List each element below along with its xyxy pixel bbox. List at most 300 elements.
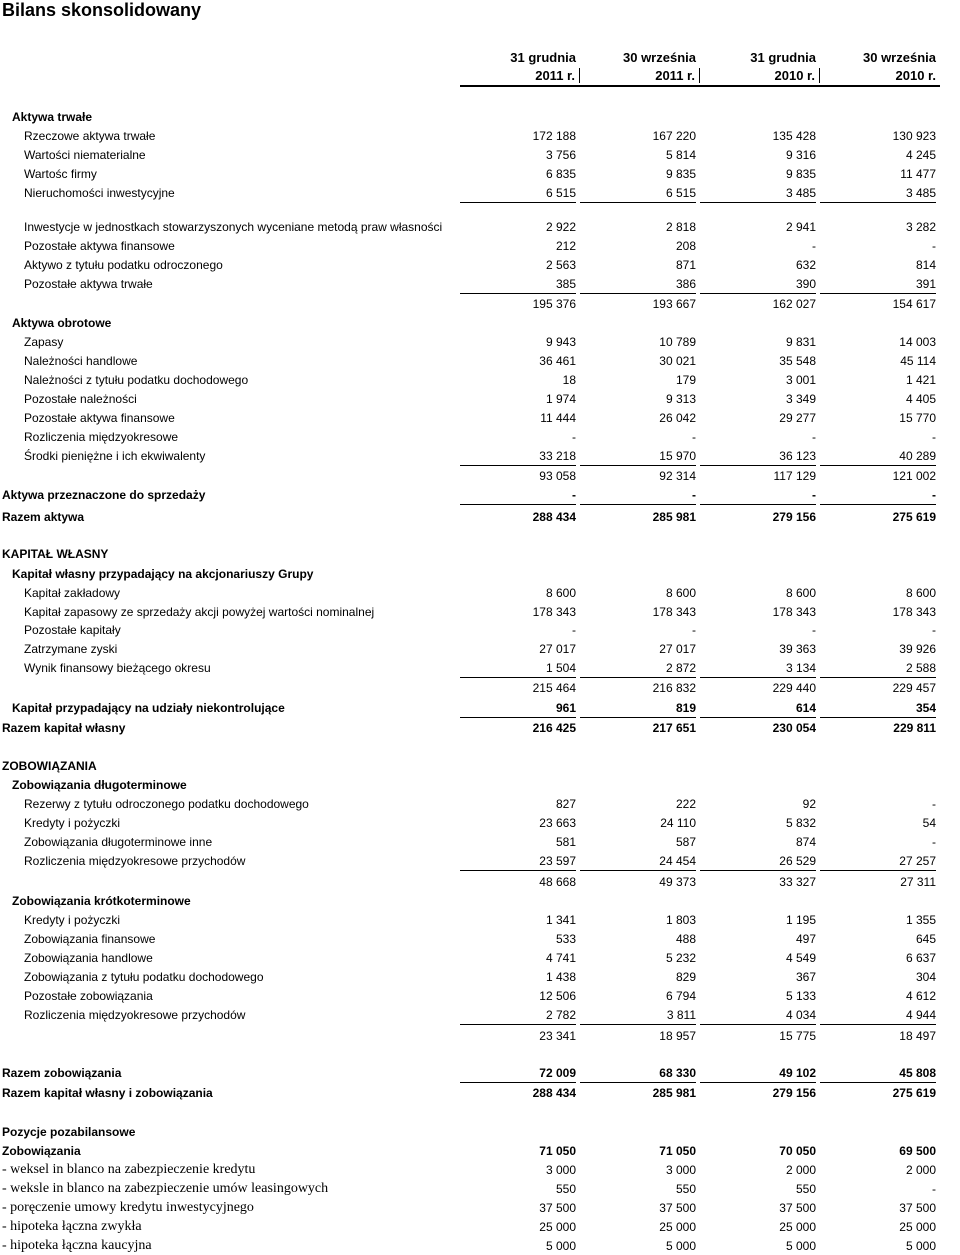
table-row — [0, 1161, 940, 1179]
row-value: 92 — [802, 797, 816, 811]
row-value: 8 600 — [665, 586, 696, 600]
row-value: 4 405 — [905, 392, 936, 406]
row-value: 5 000 — [785, 1239, 816, 1253]
row-value: 25 000 — [659, 1220, 696, 1234]
row-value: 5 133 — [785, 989, 816, 1003]
section-heading — [0, 545, 940, 563]
row-value: 15 775 — [779, 1029, 816, 1043]
row-value: - — [932, 239, 936, 253]
row-value: 304 — [915, 970, 936, 984]
row-value: 2 000 — [785, 1163, 816, 1177]
table-row — [0, 1084, 940, 1102]
row-value: 5 000 — [905, 1239, 936, 1253]
row-label: Pozostałe aktywa finansowe — [24, 239, 175, 253]
row-value: 533 — [555, 932, 576, 946]
table-row — [0, 621, 940, 639]
row-value: 386 — [580, 275, 696, 294]
row-value: 54 — [922, 816, 936, 830]
row-label: Należności handlowe — [24, 354, 138, 368]
row-value: 18 497 — [899, 1029, 936, 1043]
row-value: 6 637 — [905, 951, 936, 965]
row-value: 1 341 — [545, 913, 576, 927]
table-row — [0, 486, 940, 504]
table-row — [0, 467, 940, 485]
row-value: 45 808 — [820, 1064, 936, 1083]
row-value: 1 504 — [460, 659, 576, 678]
row-value: 6 515 — [460, 184, 576, 203]
row-value: 178 343 — [772, 605, 816, 619]
row-value: 162 027 — [772, 297, 816, 311]
row-label: Pozostałe aktywa trwałe — [24, 277, 153, 291]
row-value: - — [692, 430, 696, 444]
row-value: 275 619 — [892, 510, 936, 524]
row-value: 25 000 — [539, 1220, 576, 1234]
row-value: 279 156 — [772, 510, 816, 524]
row-value: 37 500 — [779, 1201, 816, 1215]
row-label: Środki pieniężne i ich ekwiwalenty — [24, 449, 206, 463]
row-value: - — [572, 623, 576, 637]
row-label: Aktywa przeznaczone do sprzedaży — [2, 488, 206, 502]
table-row — [0, 371, 940, 389]
row-value: 167 220 — [652, 129, 696, 143]
row-value: 29 277 — [779, 411, 816, 425]
row-value: 33 327 — [779, 875, 816, 889]
row-label: Zobowiązania krótkoterminowe — [12, 894, 191, 908]
table-row — [0, 1142, 940, 1160]
row-value: 285 981 — [652, 510, 696, 524]
row-label: Inwestycje w jednostkach stowarzyszonych wyceniane metodą praw własności — [24, 220, 443, 234]
row-label: Wartośc firmy — [24, 167, 97, 181]
row-label: Razem zobowiązania — [2, 1066, 122, 1080]
row-value: 26 529 — [700, 852, 816, 871]
row-value: 4 612 — [905, 989, 936, 1003]
row-label: Rozliczenia międzyokresowe przychodów — [24, 1008, 246, 1022]
row-value: 27 017 — [539, 642, 576, 656]
row-label: Wynik finansowy bieżącego okresu — [24, 661, 211, 675]
row-value: - — [932, 430, 936, 444]
row-value: 230 054 — [772, 721, 816, 735]
row-value: 18 — [562, 373, 576, 387]
table-row — [0, 1218, 940, 1236]
table-row — [0, 256, 940, 274]
row-label: Zobowiązania długoterminowe — [12, 778, 187, 792]
row-value: 3 282 — [905, 220, 936, 234]
row-value: - — [932, 1182, 936, 1196]
row-value: - — [820, 486, 936, 505]
row-label: Aktywa trwałe — [12, 110, 93, 124]
page-title: Bilans skonsolidowany — [2, 0, 202, 20]
column-header-year: 2011 r. — [580, 68, 700, 83]
row-value: 37 500 — [659, 1201, 696, 1215]
table-row — [0, 508, 940, 526]
table-row — [0, 1006, 940, 1024]
table-row — [0, 237, 940, 255]
row-value: 819 — [580, 699, 696, 718]
row-label: Należności z tytułu podatku dochodowego — [24, 373, 249, 387]
row-value: 229 440 — [772, 681, 816, 695]
row-value: 23 663 — [539, 816, 576, 830]
table-row — [0, 968, 940, 986]
row-value: 36 461 — [539, 354, 576, 368]
row-label: Pozycje pozabilansowe — [2, 1125, 136, 1139]
table-row — [0, 409, 940, 427]
row-label: Razem kapitał własny i zobowiązania — [2, 1086, 213, 1100]
row-label: Zobowiązania finansowe — [24, 932, 156, 946]
row-value: 4 245 — [905, 148, 936, 162]
section-heading — [0, 757, 940, 775]
row-value: 2 782 — [460, 1006, 576, 1025]
row-value: 49 102 — [700, 1064, 816, 1083]
row-value: - — [812, 430, 816, 444]
row-label: Kapitał własny przypadający na akcjonariuszy Grupy — [12, 567, 314, 581]
row-value: 27 257 — [820, 852, 936, 871]
table-row — [0, 852, 940, 870]
row-value: 23 597 — [460, 852, 576, 871]
row-value: 92 314 — [659, 469, 696, 483]
section-heading — [0, 565, 940, 583]
row-value: 178 343 — [652, 605, 696, 619]
row-value: 24 110 — [660, 816, 696, 830]
row-value: 2 000 — [905, 1163, 936, 1177]
row-label: - poręczenie umowy kredytu inwestycyjnego — [2, 1200, 254, 1215]
row-value: 288 434 — [532, 1086, 576, 1100]
table-row — [0, 428, 940, 446]
row-value: 814 — [915, 258, 936, 272]
row-value: 10 789 — [659, 335, 696, 349]
row-value: 193 667 — [652, 297, 696, 311]
table-row — [0, 165, 940, 183]
column-header-period: 30 września — [863, 50, 936, 65]
row-value: 497 — [795, 932, 816, 946]
row-value: 195 376 — [532, 297, 576, 311]
row-value: 40 289 — [820, 447, 936, 466]
row-value: 550 — [675, 1182, 696, 1196]
table-row — [0, 911, 940, 929]
row-label: Rozliczenia międzyokresowe przychodów — [24, 854, 246, 868]
table-row — [0, 1237, 940, 1255]
row-label: - hipoteka łączna kaucyjna — [2, 1238, 152, 1253]
row-value: 178 343 — [892, 605, 936, 619]
row-value: 871 — [675, 258, 696, 272]
row-value: 39 926 — [899, 642, 936, 656]
row-value: 222 — [675, 797, 696, 811]
row-value: - — [932, 797, 936, 811]
row-value: 172 188 — [532, 129, 576, 143]
row-value: - — [580, 486, 696, 505]
row-value: 24 454 — [580, 852, 696, 871]
row-label: Zatrzymane zyski — [24, 642, 118, 656]
row-value: 69 500 — [899, 1144, 936, 1158]
row-value: 23 341 — [539, 1029, 576, 1043]
row-value: 5 814 — [665, 148, 696, 162]
table-row — [0, 930, 940, 948]
row-value: 5 232 — [665, 951, 696, 965]
row-value: 212 — [555, 239, 576, 253]
row-value: 9 831 — [785, 335, 816, 349]
row-value: 6 515 — [580, 184, 696, 203]
row-value: 5 832 — [785, 816, 816, 830]
row-value: 71 050 — [659, 1144, 696, 1158]
table-row — [0, 640, 940, 658]
table-row — [0, 603, 940, 621]
column-headers — [460, 50, 940, 87]
row-value: 275 619 — [892, 1086, 936, 1100]
row-value: 3 485 — [700, 184, 816, 203]
row-label: Wartości niematerialne — [24, 148, 146, 162]
row-label: Zobowiązania z tytułu podatku dochodowego — [24, 970, 264, 984]
row-value: 5 000 — [545, 1239, 576, 1253]
table-row — [0, 1064, 940, 1082]
row-value: 632 — [795, 258, 816, 272]
row-value: - — [932, 623, 936, 637]
row-value: 874 — [795, 835, 816, 849]
table-row — [0, 679, 940, 697]
row-label: Rzeczowe aktywa trwałe — [24, 129, 156, 143]
row-value: 72 009 — [460, 1064, 576, 1083]
row-value: 37 500 — [539, 1201, 576, 1215]
row-label: Aktywo z tytułu podatku odroczonego — [24, 258, 223, 272]
row-value: - — [700, 486, 816, 505]
row-value: 385 — [460, 275, 576, 294]
row-value: 229 811 — [893, 721, 936, 735]
row-value: 1 438 — [545, 970, 576, 984]
row-value: 216 832 — [652, 681, 696, 695]
table-row — [0, 390, 940, 408]
section-heading — [0, 776, 940, 794]
row-label: Zobowiązania długoterminowe inne — [24, 835, 213, 849]
row-value: 2 872 — [580, 659, 696, 678]
row-value: 288 434 — [532, 510, 576, 524]
row-value: 9 313 — [665, 392, 696, 406]
row-label: Kapitał zapasowy ze sprzedaży akcji powyżej wartości nominalnej — [24, 605, 375, 619]
table-row — [0, 127, 940, 145]
row-value: 229 457 — [892, 681, 936, 695]
row-value: 3 485 — [820, 184, 936, 203]
row-value: 2 922 — [545, 220, 576, 234]
row-label: Pozostałe kapitały — [24, 623, 121, 637]
table-row — [0, 699, 940, 717]
row-value: 8 600 — [785, 586, 816, 600]
row-value: 4 944 — [820, 1006, 936, 1025]
table-row — [0, 447, 940, 465]
row-label: Aktywa obrotowe — [12, 316, 112, 330]
row-value: 4 034 — [700, 1006, 816, 1025]
row-value: 9 943 — [545, 335, 576, 349]
table-row — [0, 218, 940, 236]
column-header-year: 2010 r. — [895, 68, 936, 83]
table-row — [0, 814, 940, 832]
row-value: 216 425 — [532, 721, 576, 735]
table-row — [0, 275, 940, 293]
row-label: Zobowiązania handlowe — [24, 951, 153, 965]
row-value: 208 — [675, 239, 696, 253]
row-value: 49 373 — [659, 875, 696, 889]
row-value: 2 588 — [820, 659, 936, 678]
row-value: 27 311 — [900, 875, 936, 889]
row-value: 581 — [555, 835, 576, 849]
row-value: 135 428 — [772, 129, 816, 143]
row-value: 30 021 — [659, 354, 696, 368]
row-value: 550 — [795, 1182, 816, 1196]
row-value: 68 330 — [580, 1064, 696, 1083]
row-value: 2 563 — [545, 258, 576, 272]
row-label: Kredyty i pożyczki — [24, 816, 121, 830]
row-value: 15 770 — [899, 411, 936, 425]
row-value: 2 941 — [785, 220, 816, 234]
row-value: 215 464 — [532, 681, 576, 695]
row-value: 3 811 — [580, 1006, 696, 1025]
column-header-period: 30 września — [623, 50, 696, 65]
row-value: 2 818 — [665, 220, 696, 234]
table-row — [0, 795, 940, 813]
row-value: - — [812, 239, 816, 253]
table-row — [0, 584, 940, 602]
section-heading — [0, 108, 940, 126]
table-row — [0, 873, 940, 891]
column-header-year: 2010 r. — [700, 68, 820, 83]
row-value: 27 017 — [659, 642, 696, 656]
table-row — [0, 659, 940, 677]
row-value: 391 — [820, 275, 936, 294]
table-row — [0, 1199, 940, 1217]
row-value: 390 — [700, 275, 816, 294]
table-row — [0, 987, 940, 1005]
row-value: 614 — [700, 699, 816, 718]
row-value: 37 500 — [899, 1201, 936, 1215]
row-value: 827 — [555, 797, 576, 811]
row-value: 4 741 — [545, 951, 576, 965]
row-value: 550 — [555, 1182, 576, 1196]
table-row — [0, 146, 940, 164]
row-value: - — [932, 835, 936, 849]
header-row-year — [460, 68, 940, 87]
row-value: 33 218 — [460, 447, 576, 466]
row-value: 8 600 — [905, 586, 936, 600]
row-value: 9 835 — [785, 167, 816, 181]
row-value: - — [572, 430, 576, 444]
row-value: 70 050 — [779, 1144, 816, 1158]
row-value: 1 355 — [905, 913, 936, 927]
row-value: 1 195 — [785, 913, 816, 927]
row-value: - — [812, 623, 816, 637]
row-label: Kapitał przypadający na udziały niekontrolujące — [12, 701, 285, 715]
row-value: 178 343 — [532, 605, 576, 619]
table-row — [0, 1027, 940, 1045]
row-value: 1 974 — [545, 392, 576, 406]
row-label: - weksle in blanco na zabezpieczenie umów leasingowych — [2, 1181, 329, 1196]
row-label: Pozostałe należności — [24, 392, 137, 406]
row-value: 6 794 — [665, 989, 696, 1003]
row-value: 279 156 — [772, 1086, 816, 1100]
row-label: Pozostałe aktywa finansowe — [24, 411, 175, 425]
row-value: 93 058 — [539, 469, 576, 483]
row-label: Razem aktywa — [2, 510, 85, 524]
row-value: 3 134 — [700, 659, 816, 678]
row-value: 961 — [460, 699, 576, 718]
row-value: 6 835 — [545, 167, 576, 181]
row-value: 587 — [675, 835, 696, 849]
row-value: 3 349 — [785, 392, 816, 406]
row-value: - — [460, 486, 576, 505]
row-value: 4 549 — [785, 951, 816, 965]
row-label: Rozliczenia międzyokresowe — [24, 430, 179, 444]
row-value: 45 114 — [900, 354, 936, 368]
row-value: 285 981 — [652, 1086, 696, 1100]
row-value: 367 — [795, 970, 816, 984]
row-value: 488 — [675, 932, 696, 946]
row-value: 3 000 — [545, 1163, 576, 1177]
row-value: 3 756 — [545, 148, 576, 162]
row-value: 645 — [915, 932, 936, 946]
row-value: 11 444 — [540, 411, 576, 425]
row-value: 14 003 — [899, 335, 936, 349]
row-value: 26 042 — [659, 411, 696, 425]
row-value: 25 000 — [779, 1220, 816, 1234]
section-heading — [0, 1123, 940, 1141]
row-value: 354 — [820, 699, 936, 718]
row-label: - hipoteka łączna zwykła — [2, 1219, 142, 1234]
row-label: Zobowiązania — [2, 1144, 81, 1158]
row-value: 48 668 — [539, 875, 576, 889]
row-label: Zapasy — [24, 335, 64, 349]
row-value: 1 421 — [905, 373, 936, 387]
column-header-year: 2011 r. — [460, 68, 580, 83]
column-header-period: 31 grudnia — [750, 50, 816, 65]
table-row — [0, 352, 940, 370]
row-value: 11 477 — [900, 167, 936, 181]
row-value: 130 923 — [892, 129, 936, 143]
row-value: 3 001 — [785, 373, 816, 387]
row-label: Nieruchomości inwestycyjne — [24, 186, 175, 200]
row-label: - weksel in blanco na zabezpieczenie kredytu — [2, 1162, 256, 1177]
row-label: Pozostałe zobowiązania — [24, 989, 153, 1003]
row-value: 39 363 — [779, 642, 816, 656]
section-heading — [0, 892, 940, 910]
table-row — [0, 1180, 940, 1198]
row-value: 18 957 — [659, 1029, 696, 1043]
row-value: 8 600 — [545, 586, 576, 600]
row-value: 15 970 — [580, 447, 696, 466]
row-value: 1 803 — [665, 913, 696, 927]
row-label: Kapitał zakładowy — [24, 586, 121, 600]
table-row — [0, 833, 940, 851]
row-label: Rezerwy z tytułu odroczonego podatku dochodowego — [24, 797, 309, 811]
table-row — [0, 719, 940, 737]
row-label: KAPITAŁ WŁASNY — [2, 547, 109, 561]
row-value: 25 000 — [899, 1220, 936, 1234]
row-value: 71 050 — [539, 1144, 576, 1158]
section-heading — [0, 314, 940, 332]
table-row — [0, 949, 940, 967]
row-value: 3 000 — [665, 1163, 696, 1177]
row-label: Kredyty i pożyczki — [24, 913, 121, 927]
row-value: 12 506 — [539, 989, 576, 1003]
row-value: 9 316 — [785, 148, 816, 162]
table-row — [0, 184, 940, 202]
row-value: 36 123 — [700, 447, 816, 466]
row-value: 9 835 — [665, 167, 696, 181]
row-value: 829 — [675, 970, 696, 984]
header-row-period — [460, 50, 940, 68]
column-header-period: 31 grudnia — [510, 50, 576, 65]
row-value: 179 — [675, 373, 696, 387]
table-row — [0, 295, 940, 313]
row-label: Razem kapitał własny — [2, 721, 126, 735]
row-value: 5 000 — [665, 1239, 696, 1253]
row-value: 154 617 — [892, 297, 936, 311]
row-value: 121 002 — [892, 469, 936, 483]
row-value: 217 651 — [652, 721, 696, 735]
